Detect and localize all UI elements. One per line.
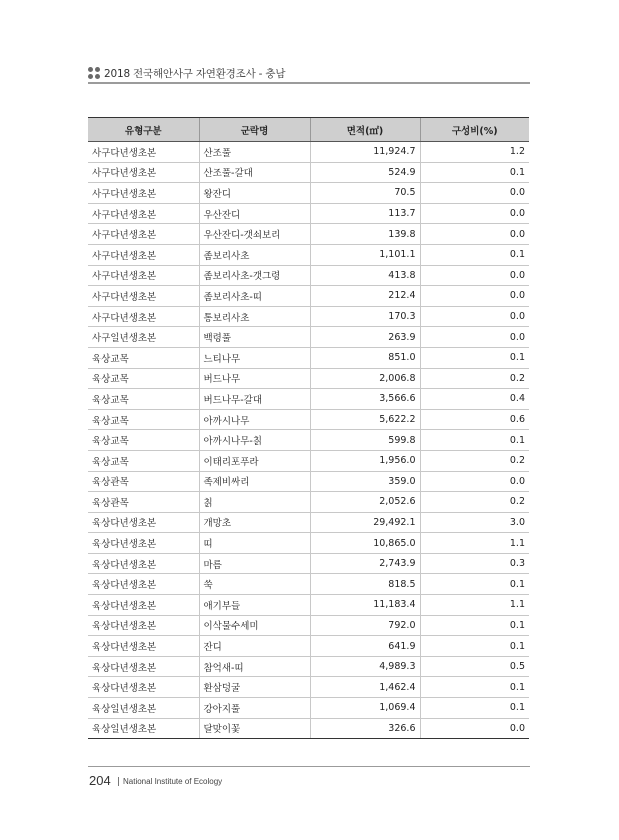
table-row xyxy=(88,512,529,533)
cell-area: 413.8 xyxy=(310,265,420,286)
cell-type: 육상다년생초본 xyxy=(88,615,199,636)
cell-community: 이태리포푸라 xyxy=(199,450,310,471)
cell-ratio: 0.1 xyxy=(420,244,529,265)
table-row xyxy=(88,698,529,719)
table-row xyxy=(88,327,529,348)
cell-ratio: 0.1 xyxy=(420,615,529,636)
cell-ratio: 0.0 xyxy=(420,224,529,245)
cell-ratio: 0.5 xyxy=(420,656,529,677)
table-row xyxy=(88,636,529,657)
cell-type: 육상교목 xyxy=(88,430,199,451)
table-row xyxy=(88,368,529,389)
cell-community: 띠 xyxy=(199,533,310,554)
cell-area: 139.8 xyxy=(310,224,420,245)
cell-area: 3,566.6 xyxy=(310,389,420,410)
cell-ratio: 0.0 xyxy=(420,183,529,204)
cell-area: 818.5 xyxy=(310,574,420,595)
column-header-ratio: 구성비(%) xyxy=(420,118,529,142)
cell-type: 육상교목 xyxy=(88,389,199,410)
cell-ratio: 0.2 xyxy=(420,492,529,513)
cell-community: 백령풀 xyxy=(199,327,310,348)
cell-type: 사구다년생초본 xyxy=(88,244,199,265)
cell-ratio: 0.1 xyxy=(420,430,529,451)
cell-ratio: 0.1 xyxy=(420,162,529,183)
table-row xyxy=(88,533,529,554)
cell-ratio: 0.0 xyxy=(420,265,529,286)
cell-community: 좀보리사초-띠 xyxy=(199,286,310,307)
table-row xyxy=(88,389,529,410)
community-area-table xyxy=(88,117,529,739)
cell-type: 육상교목 xyxy=(88,450,199,471)
table-header-row xyxy=(88,118,529,142)
cell-type: 육상다년생초본 xyxy=(88,595,199,616)
cell-area: 1,956.0 xyxy=(310,450,420,471)
table-row xyxy=(88,203,529,224)
cell-community: 달맞이꽃 xyxy=(199,718,310,739)
cell-area: 326.6 xyxy=(310,718,420,739)
cell-community: 우산잔디 xyxy=(199,203,310,224)
cell-community: 좀보리사초-갯그령 xyxy=(199,265,310,286)
cell-type: 육상다년생초본 xyxy=(88,636,199,657)
cell-ratio: 0.1 xyxy=(420,636,529,657)
table-row xyxy=(88,286,529,307)
cell-ratio: 0.0 xyxy=(420,718,529,739)
cell-type: 육상다년생초본 xyxy=(88,512,199,533)
cell-community: 강아지풀 xyxy=(199,698,310,719)
cell-area: 11,183.4 xyxy=(310,595,420,616)
cell-community: 족제비싸리 xyxy=(199,471,310,492)
cell-area: 4,989.3 xyxy=(310,656,420,677)
cell-area: 113.7 xyxy=(310,203,420,224)
cell-community: 참억새-띠 xyxy=(199,656,310,677)
column-header-area: 면적(㎡) xyxy=(310,118,420,142)
column-header-community: 군락명 xyxy=(199,118,310,142)
cell-ratio: 0.1 xyxy=(420,574,529,595)
table-row xyxy=(88,574,529,595)
cell-community: 아까시나무-칡 xyxy=(199,430,310,451)
cell-type: 육상관목 xyxy=(88,492,199,513)
page-number: 204 xyxy=(89,773,111,788)
header-divider xyxy=(88,82,530,84)
cell-area: 70.5 xyxy=(310,183,420,204)
cell-area: 1,101.1 xyxy=(310,244,420,265)
cell-type: 육상일년생초본 xyxy=(88,698,199,719)
cell-area: 851.0 xyxy=(310,347,420,368)
cell-community: 쑥 xyxy=(199,574,310,595)
cell-community: 아까시나무 xyxy=(199,409,310,430)
cell-ratio: 0.1 xyxy=(420,677,529,698)
cell-area: 641.9 xyxy=(310,636,420,657)
cell-community: 느티나무 xyxy=(199,347,310,368)
cell-area: 792.0 xyxy=(310,615,420,636)
cell-type: 사구다년생초본 xyxy=(88,224,199,245)
table-row xyxy=(88,430,529,451)
cell-type: 사구다년생초본 xyxy=(88,286,199,307)
cell-area: 29,492.1 xyxy=(310,512,420,533)
table-row xyxy=(88,183,529,204)
table-row xyxy=(88,142,529,163)
cell-community: 버드나무 xyxy=(199,368,310,389)
cell-ratio: 0.0 xyxy=(420,306,529,327)
cell-area: 2,052.6 xyxy=(310,492,420,513)
table-row xyxy=(88,595,529,616)
cell-type: 육상다년생초본 xyxy=(88,574,199,595)
cell-ratio: 0.0 xyxy=(420,327,529,348)
table-row xyxy=(88,244,529,265)
cell-type: 육상일년생초본 xyxy=(88,718,199,739)
cell-area: 599.8 xyxy=(310,430,420,451)
table-row xyxy=(88,347,529,368)
cell-area: 1,069.4 xyxy=(310,698,420,719)
cell-ratio: 0.0 xyxy=(420,203,529,224)
cell-type: 육상다년생초본 xyxy=(88,533,199,554)
cell-type: 사구다년생초본 xyxy=(88,265,199,286)
cell-ratio: 0.6 xyxy=(420,409,529,430)
cell-area: 5,622.2 xyxy=(310,409,420,430)
table-row xyxy=(88,656,529,677)
cell-type: 육상다년생초본 xyxy=(88,553,199,574)
cell-community: 버드나무-갈대 xyxy=(199,389,310,410)
footer-separator xyxy=(118,777,119,786)
footer-divider xyxy=(88,766,530,767)
cell-ratio: 0.2 xyxy=(420,368,529,389)
table-row xyxy=(88,492,529,513)
cell-community: 환삼덩굴 xyxy=(199,677,310,698)
cell-ratio: 0.0 xyxy=(420,286,529,307)
cell-ratio: 0.1 xyxy=(420,698,529,719)
cell-type: 사구일년생초본 xyxy=(88,327,199,348)
cell-ratio: 0.4 xyxy=(420,389,529,410)
cell-ratio: 0.2 xyxy=(420,450,529,471)
footer-organization: National Institute of Ecology xyxy=(123,777,223,786)
cell-type: 육상교목 xyxy=(88,368,199,389)
cell-community: 왕잔디 xyxy=(199,183,310,204)
table-row xyxy=(88,306,529,327)
cell-community: 칡 xyxy=(199,492,310,513)
cell-type: 육상다년생초본 xyxy=(88,677,199,698)
table-row xyxy=(88,265,529,286)
cell-area: 10,865.0 xyxy=(310,533,420,554)
cell-area: 170.3 xyxy=(310,306,420,327)
cell-area: 524.9 xyxy=(310,162,420,183)
cell-type: 육상관목 xyxy=(88,471,199,492)
cell-type: 사구다년생초본 xyxy=(88,183,199,204)
column-header-type: 유형구분 xyxy=(88,118,199,142)
cell-ratio: 0.1 xyxy=(420,347,529,368)
cell-community: 좀보리사초 xyxy=(199,244,310,265)
table-row xyxy=(88,471,529,492)
cell-type: 육상교목 xyxy=(88,347,199,368)
cell-community: 산조풀 xyxy=(199,142,310,163)
cell-community: 이삭물수세미 xyxy=(199,615,310,636)
table-row xyxy=(88,450,529,471)
header-dots-icon xyxy=(88,67,100,79)
cell-ratio: 0.3 xyxy=(420,553,529,574)
table-row xyxy=(88,615,529,636)
cell-community: 산조풀-갈대 xyxy=(199,162,310,183)
cell-ratio: 3.0 xyxy=(420,512,529,533)
header-title: 2018 전국해안사구 자연환경조사 - 충남 xyxy=(104,68,286,80)
table-row xyxy=(88,718,529,739)
cell-community: 통보리사초 xyxy=(199,306,310,327)
cell-ratio: 1.1 xyxy=(420,533,529,554)
table-row xyxy=(88,162,529,183)
table-row xyxy=(88,409,529,430)
cell-community: 마름 xyxy=(199,553,310,574)
running-header xyxy=(88,65,530,83)
cell-type: 육상다년생초본 xyxy=(88,656,199,677)
cell-area: 2,006.8 xyxy=(310,368,420,389)
cell-community: 잔디 xyxy=(199,636,310,657)
cell-community: 우산잔디-갯쇠보리 xyxy=(199,224,310,245)
cell-ratio: 0.0 xyxy=(420,471,529,492)
cell-area: 11,924.7 xyxy=(310,142,420,163)
cell-community: 애기부들 xyxy=(199,595,310,616)
cell-type: 사구다년생초본 xyxy=(88,203,199,224)
cell-area: 212.4 xyxy=(310,286,420,307)
cell-community: 개망초 xyxy=(199,512,310,533)
cell-area: 2,743.9 xyxy=(310,553,420,574)
table-row xyxy=(88,553,529,574)
cell-type: 사구다년생초본 xyxy=(88,142,199,163)
table-row xyxy=(88,677,529,698)
cell-ratio: 1.2 xyxy=(420,142,529,163)
cell-area: 359.0 xyxy=(310,471,420,492)
cell-type: 사구다년생초본 xyxy=(88,162,199,183)
cell-type: 사구다년생초본 xyxy=(88,306,199,327)
cell-type: 육상교목 xyxy=(88,409,199,430)
cell-area: 1,462.4 xyxy=(310,677,420,698)
table-row xyxy=(88,224,529,245)
cell-area: 263.9 xyxy=(310,327,420,348)
cell-ratio: 1.1 xyxy=(420,595,529,616)
